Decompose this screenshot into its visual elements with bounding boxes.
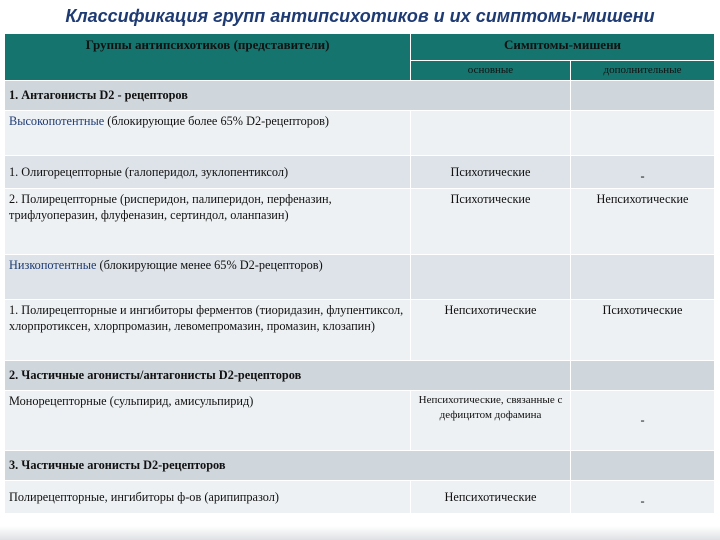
table-row: [5, 300, 715, 361]
classification-table: [4, 33, 715, 514]
table-row: [5, 481, 715, 514]
row-additional: [571, 481, 715, 514]
section-row-antagonists: [5, 81, 715, 111]
row-group: 2. Полирецепторные (рисперидон, палиперидон, перфеназин, трифлуоперазин, флуфеназин, сертиндол, оланпазин): [5, 189, 411, 255]
row-group: Монорецепторные (сульпирид, амисульпирид): [5, 391, 411, 451]
slide-title: Классификация групп антипсихотиков и их симптомы-мишени: [65, 6, 655, 26]
high-potency-label: Высокопотентные: [9, 114, 105, 128]
table-row: [5, 156, 715, 189]
section-empty-cell: [571, 81, 715, 111]
subsection-row-low: [5, 255, 715, 300]
dash-mark: -: [640, 493, 645, 508]
row-additional: Непсихотические: [571, 189, 715, 255]
section-row-partial-agonists-antagonists: [5, 361, 715, 391]
section-empty-cell: [571, 361, 715, 391]
row-main: Непсихотические, связанные с дефицитом дофамина: [411, 391, 571, 451]
row-main: Непсихотические: [411, 481, 571, 514]
row-main: Психотические: [411, 189, 571, 255]
subsection-row-high: [5, 111, 715, 156]
section-partial-agonists-antagonists: 2. Частичные агонисты/антагонисты D2-рецепторов: [5, 361, 571, 391]
header-groups: Группы антипсихотиков (представители): [5, 34, 411, 81]
empty-cell: [571, 255, 715, 300]
table-row: [5, 391, 715, 451]
row-group: 1. Олигорецепторные (галоперидол, зуклопентиксол): [5, 156, 411, 189]
bottom-shadow: [0, 526, 720, 540]
empty-cell: [411, 111, 571, 156]
row-additional: [571, 156, 715, 189]
section-antagonists: 1. Антагонисты D2 - рецепторов: [5, 81, 571, 111]
row-additional: -: [571, 391, 715, 451]
table-row: [5, 189, 715, 255]
empty-cell: [571, 111, 715, 156]
header-main: основные: [411, 61, 571, 81]
header-additional: дополнительные: [571, 61, 715, 81]
subsection-high: [5, 111, 411, 156]
row-main: Психотические: [411, 156, 571, 189]
section-partial-agonists: 3. Частичные агонисты D2-рецепторов: [5, 451, 571, 481]
row-main: Непсихотические: [411, 300, 571, 361]
section-empty-cell: [571, 451, 715, 481]
empty-cell: [411, 255, 571, 300]
low-potency-desc: (блокирующие менее 65% D2-рецепторов): [96, 258, 323, 272]
section-row-partial-agonists: [5, 451, 715, 481]
row-additional: Психотические: [571, 300, 715, 361]
table-header-row: [5, 34, 715, 61]
header-targets: Симптомы-мишени: [411, 34, 715, 61]
row-group: Полирецепторные, ингибиторы ф-ов (арипипразол): [5, 481, 411, 514]
high-potency-desc: (блокирующие более 65% D2-рецепторов): [104, 114, 329, 128]
row-group: 1. Полирецепторные и ингибиторы ферментов (тиоридазин, флупентиксол, хлорпротиксен, хлорпромазин, левомепромазин, промазин, клозапин): [5, 300, 411, 361]
low-potency-label: Низкопотентные: [9, 258, 97, 272]
dash-mark: -: [640, 168, 645, 183]
subsection-low: [5, 255, 411, 300]
